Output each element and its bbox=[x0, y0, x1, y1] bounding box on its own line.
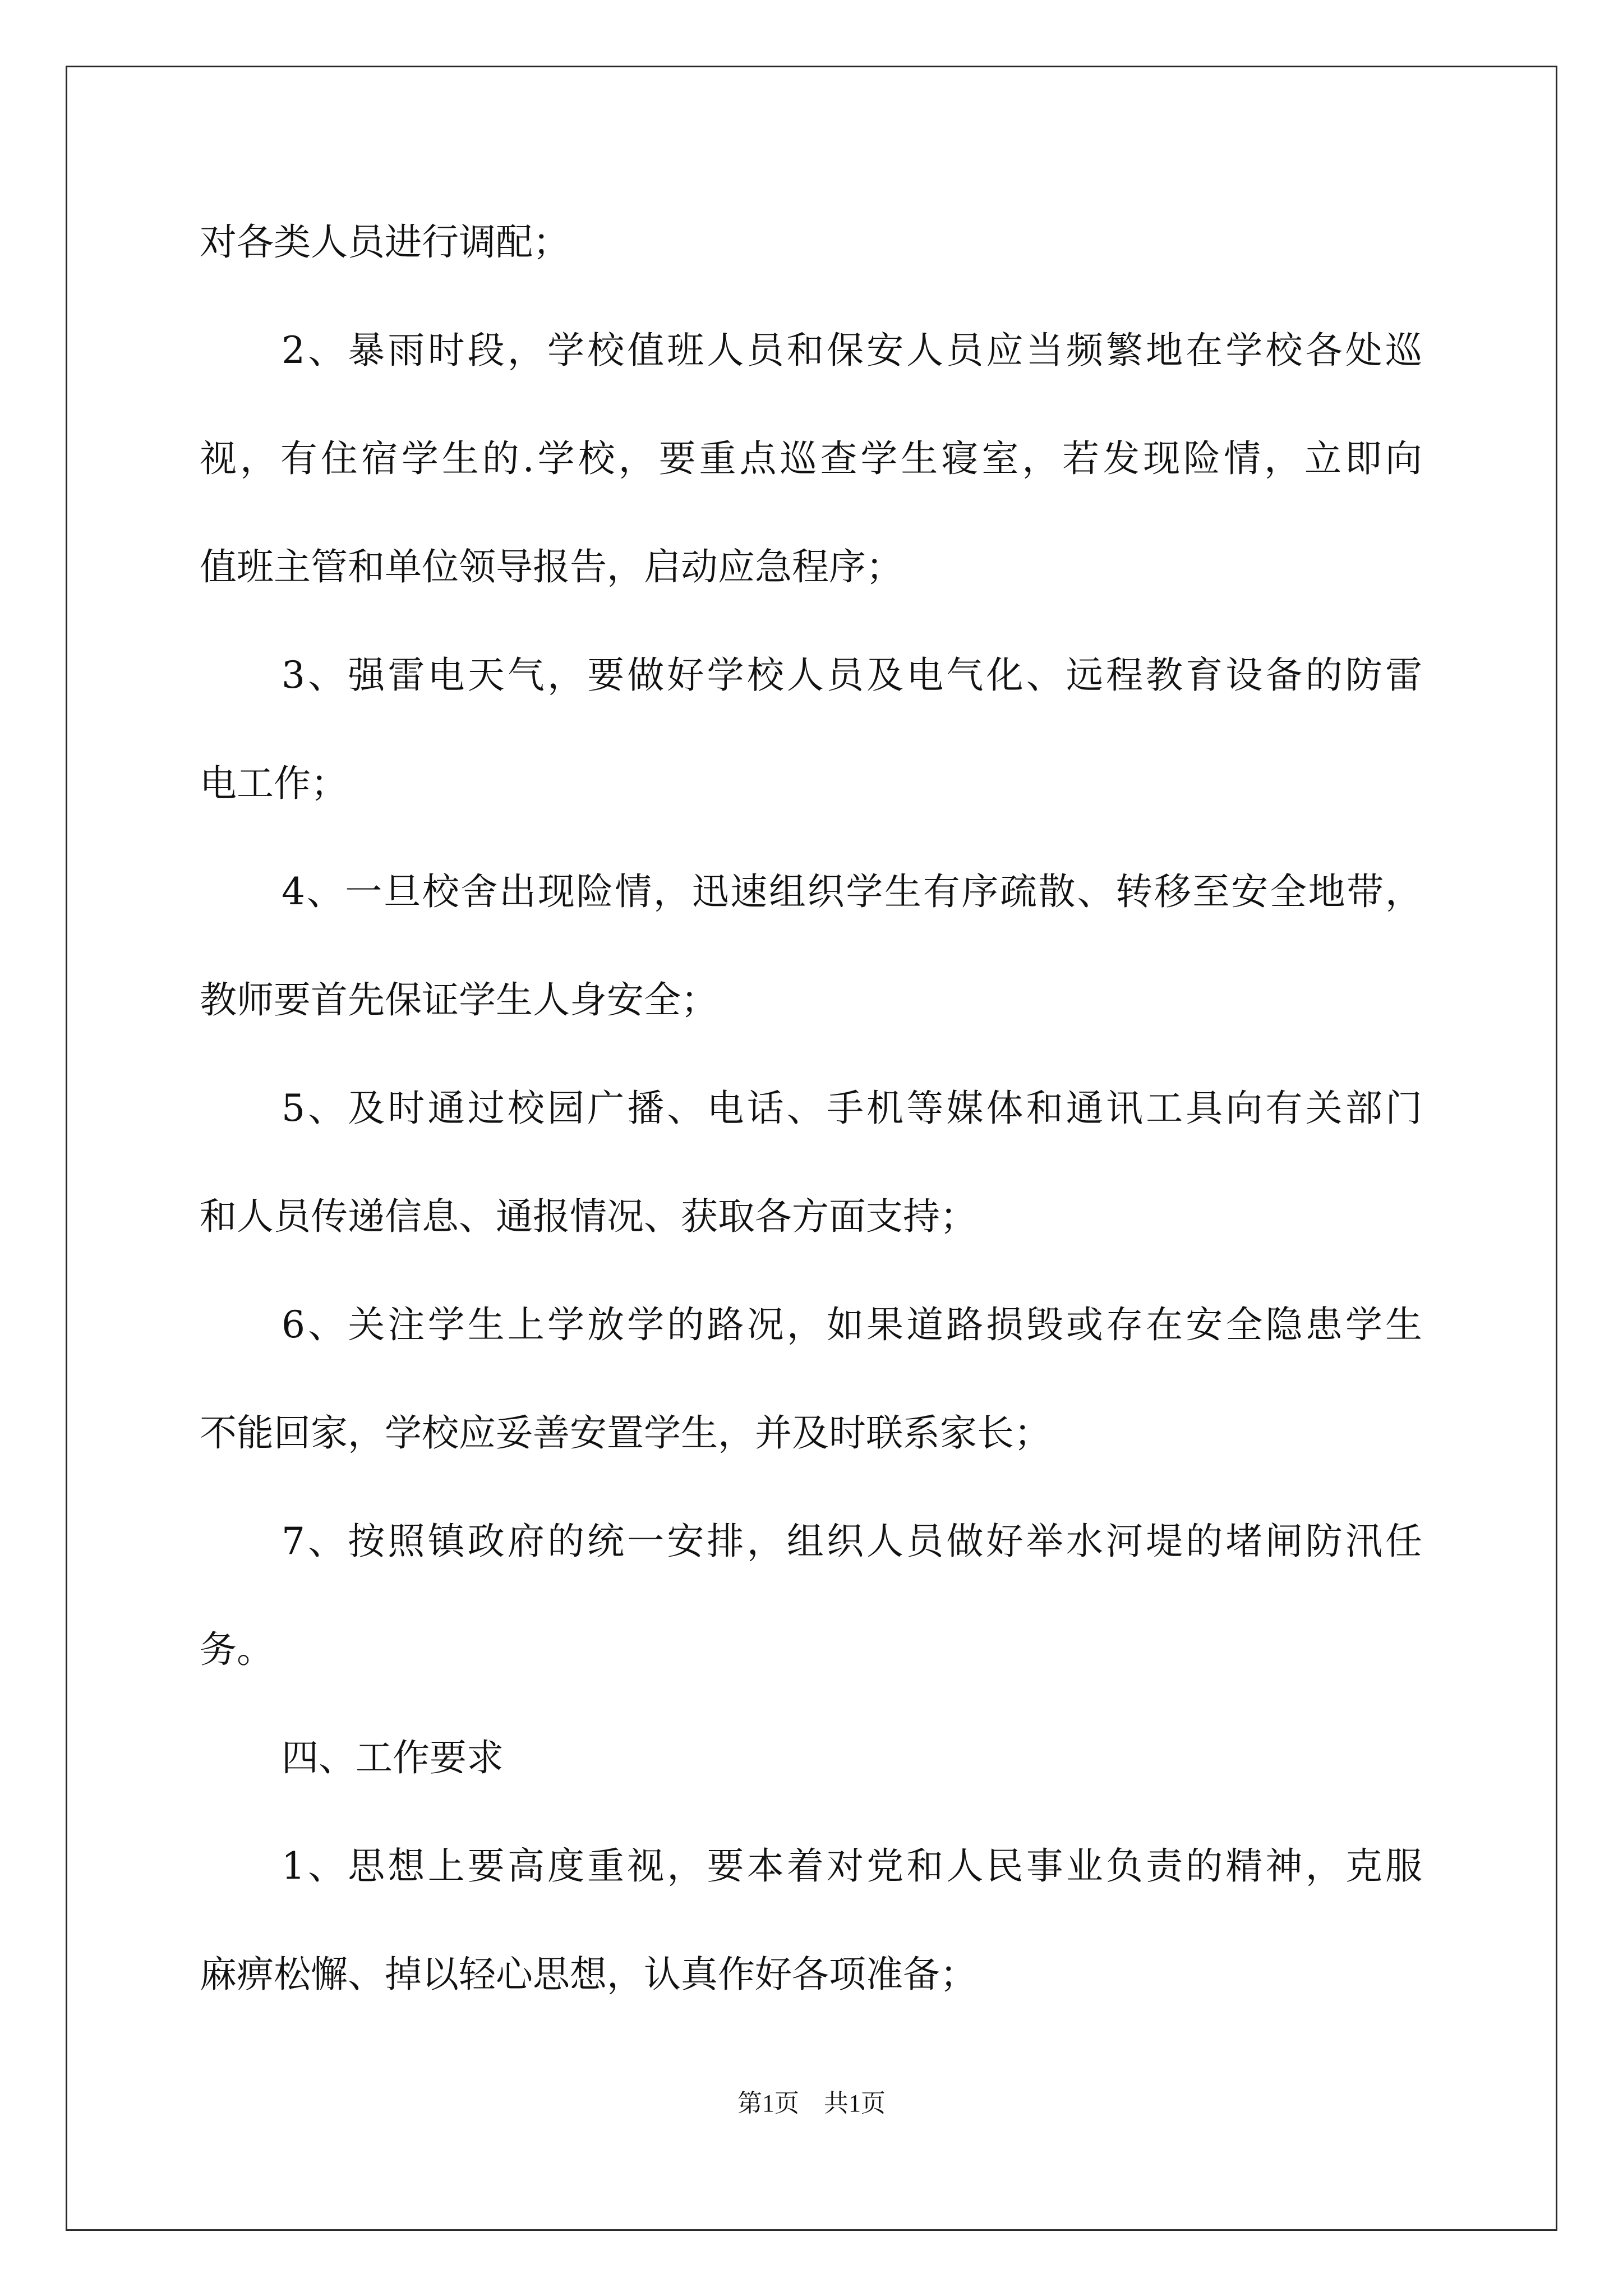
text-line: 视，有住宿学生的.学校，要重点巡查学生寝室，若发现险情，立即向 bbox=[200, 437, 1422, 480]
section-heading: 四、工作要求 bbox=[282, 1736, 504, 1779]
text-line: 对各类人员进行调配； bbox=[200, 220, 570, 264]
text-line: 6、关注学生上学放学的路况，如果道路损毁或存在安全隐患学生 bbox=[282, 1303, 1422, 1346]
text-line: 教师要首先保证学生人身安全； bbox=[200, 978, 718, 1022]
text-line: 电工作； bbox=[200, 762, 348, 805]
page-border bbox=[66, 66, 1557, 2231]
text-line: 麻痹松懈、掉以轻心思想，认真作好各项准备； bbox=[200, 1953, 977, 1996]
page-number-footer: 第1页 共1页 bbox=[737, 2090, 886, 2117]
text-line: 4、一旦校舍出现险情，迅速组织学生有序疏散、转移至安全地带， bbox=[282, 870, 1422, 913]
text-line: 3、强雷电天气，要做好学校人员及电气化、远程教育设备的防雷 bbox=[282, 654, 1422, 697]
text-line: 1、思想上要高度重视，要本着对党和人民事业负责的精神，克服 bbox=[282, 1844, 1422, 1888]
text-line: 7、按照镇政府的统一安排，组织人员做好举水河堤的堵闸防汛任 bbox=[282, 1520, 1422, 1563]
text-line: 值班主管和单位领导报告，启动应急程序； bbox=[200, 545, 903, 588]
text-line: 2、暴雨时段，学校值班人员和保安人员应当频繁地在学校各处巡 bbox=[282, 329, 1422, 372]
text-line: 不能回家，学校应妥善安置学生，并及时联系家长； bbox=[200, 1411, 1051, 1455]
text-line: 5、及时通过校园广播、电话、手机等媒体和通讯工具向有关部门 bbox=[282, 1087, 1422, 1130]
text-line: 和人员传递信息、通报情况、获取各方面支持； bbox=[200, 1195, 977, 1238]
text-line: 务。 bbox=[200, 1628, 274, 1671]
